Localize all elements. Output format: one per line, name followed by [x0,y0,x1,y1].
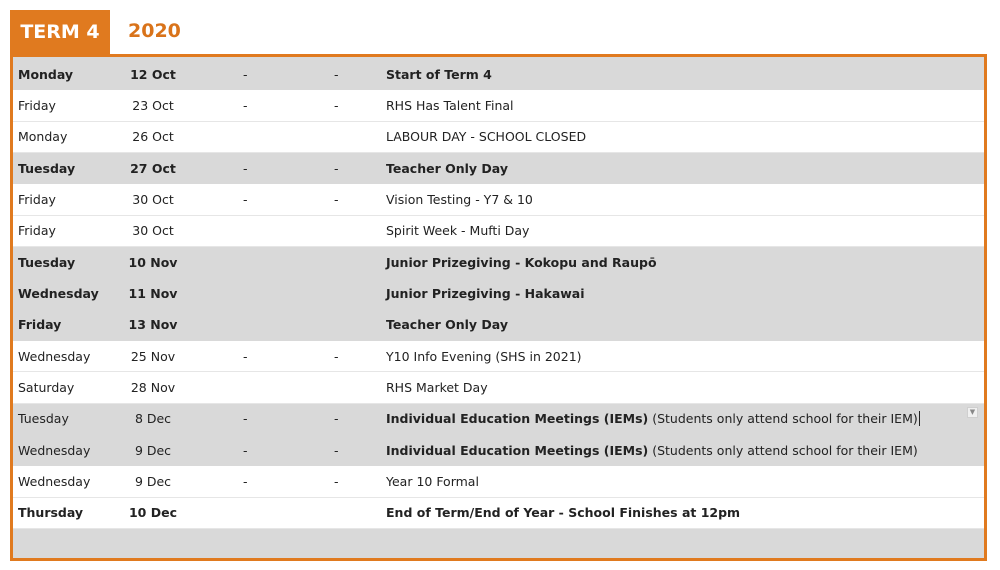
event-title: Year 10 Formal [386,473,479,489]
event-title: Junior Prizegiving - Hakawai [386,285,585,301]
start-time-cell: - [243,473,248,489]
day-cell: Tuesday [18,254,76,270]
table-row [13,404,984,435]
event-cell [386,192,533,207]
date-cell: 30 Oct [132,191,174,207]
start-time-cell: - [243,97,248,113]
text-cursor [919,411,920,426]
start-time-cell: - [243,442,248,458]
event-title: RHS Market Day [386,379,488,395]
date-cell: 12 Oct [130,66,176,82]
table-body [13,59,984,529]
date-cell: 11 Nov [128,285,178,301]
table-row [13,310,984,341]
event-title: Individual Education Meetings (IEMs) [386,442,649,458]
table-row [13,90,984,121]
table-row [13,153,984,184]
event-cell [386,411,920,426]
day-cell: Friday [18,191,56,207]
event-title: Junior Prizegiving - Kokopu and Raupō [386,254,657,270]
term-tab[interactable] [10,10,110,54]
event-title: Individual Education Meetings (IEMs) [386,411,649,427]
day-cell: Wednesday [18,442,91,458]
end-time-cell: - [334,348,339,364]
table-row [13,184,984,215]
date-cell: 23 Oct [132,97,174,113]
event-title: LABOUR DAY - SCHOOL CLOSED [386,129,587,145]
event-cell [386,98,514,113]
end-time-cell: - [334,191,339,207]
start-time-cell: - [243,66,248,82]
date-cell: 30 Oct [132,223,174,239]
year-label: 2020 [128,20,181,42]
date-cell: 28 Nov [130,379,176,395]
table-row [13,466,984,497]
event-title: Teacher Only Day [386,160,508,176]
calendar-table [10,54,987,561]
end-time-cell: - [334,442,339,458]
date-cell: 13 Nov [128,317,178,333]
date-cell: 8 Dec [134,411,172,427]
dropdown-arrow-icon[interactable]: ▼ [967,407,978,418]
day-cell: Wednesday [18,473,91,489]
day-cell: Friday [18,317,62,333]
end-time-cell: - [334,66,339,82]
start-time-cell: - [243,191,248,207]
event-cell [386,505,740,520]
event-title: Spirit Week - Mufti Day [386,223,530,239]
day-cell: Friday [18,223,56,239]
day-cell: Friday [18,97,56,113]
day-cell: Wednesday [18,285,99,301]
day-cell: Tuesday [18,160,76,176]
event-title: Start of Term 4 [386,66,492,82]
event-note: (Students only attend school for their IEM) [648,411,918,427]
end-time-cell: - [334,160,339,176]
event-cell [386,474,479,489]
event-cell [386,129,586,144]
table-row [13,372,984,403]
end-time-cell: - [334,97,339,113]
end-time-cell: - [334,473,339,489]
date-cell: 25 Nov [130,348,176,364]
event-note: (Students only attend school for their IEM) [648,442,918,458]
date-cell: 27 Oct [130,160,176,176]
date-cell: 10 Nov [128,254,178,270]
date-cell: 10 Dec [128,505,177,521]
day-cell: Monday [18,66,74,82]
table-row [13,122,984,153]
table-row [13,435,984,466]
start-time-cell: - [243,348,248,364]
event-title: RHS Has Talent Final [386,97,514,113]
table-row [13,247,984,278]
day-cell: Tuesday [18,411,69,427]
date-cell: 26 Oct [132,129,174,145]
table-row [13,278,984,309]
event-title: End of Term/End of Year - School Finishes at 12pm [386,505,741,521]
term-label: TERM 4 [20,21,100,43]
start-time-cell: - [243,411,248,427]
event-title: Y10 Info Evening (SHS in 2021) [386,348,582,364]
event-cell [386,317,508,332]
day-cell: Monday [18,129,68,145]
event-cell [386,380,488,395]
day-cell: Thursday [18,505,84,521]
event-title: Vision Testing - Y7 & 10 [386,191,533,207]
event-title: Teacher Only Day [386,317,508,333]
day-cell: Saturday [18,379,75,395]
event-cell [386,255,657,270]
day-cell: Wednesday [18,348,91,364]
table-row [13,498,984,529]
event-cell [386,349,582,364]
date-cell: 9 Dec [134,473,172,489]
start-time-cell: - [243,160,248,176]
event-cell [386,223,529,238]
end-time-cell: - [334,411,339,427]
event-cell [386,443,918,458]
event-cell [386,161,508,176]
event-cell [386,286,585,301]
table-row [13,59,984,90]
table-row [13,341,984,372]
table-row [13,216,984,247]
event-cell [386,67,492,82]
date-cell: 9 Dec [134,442,172,458]
